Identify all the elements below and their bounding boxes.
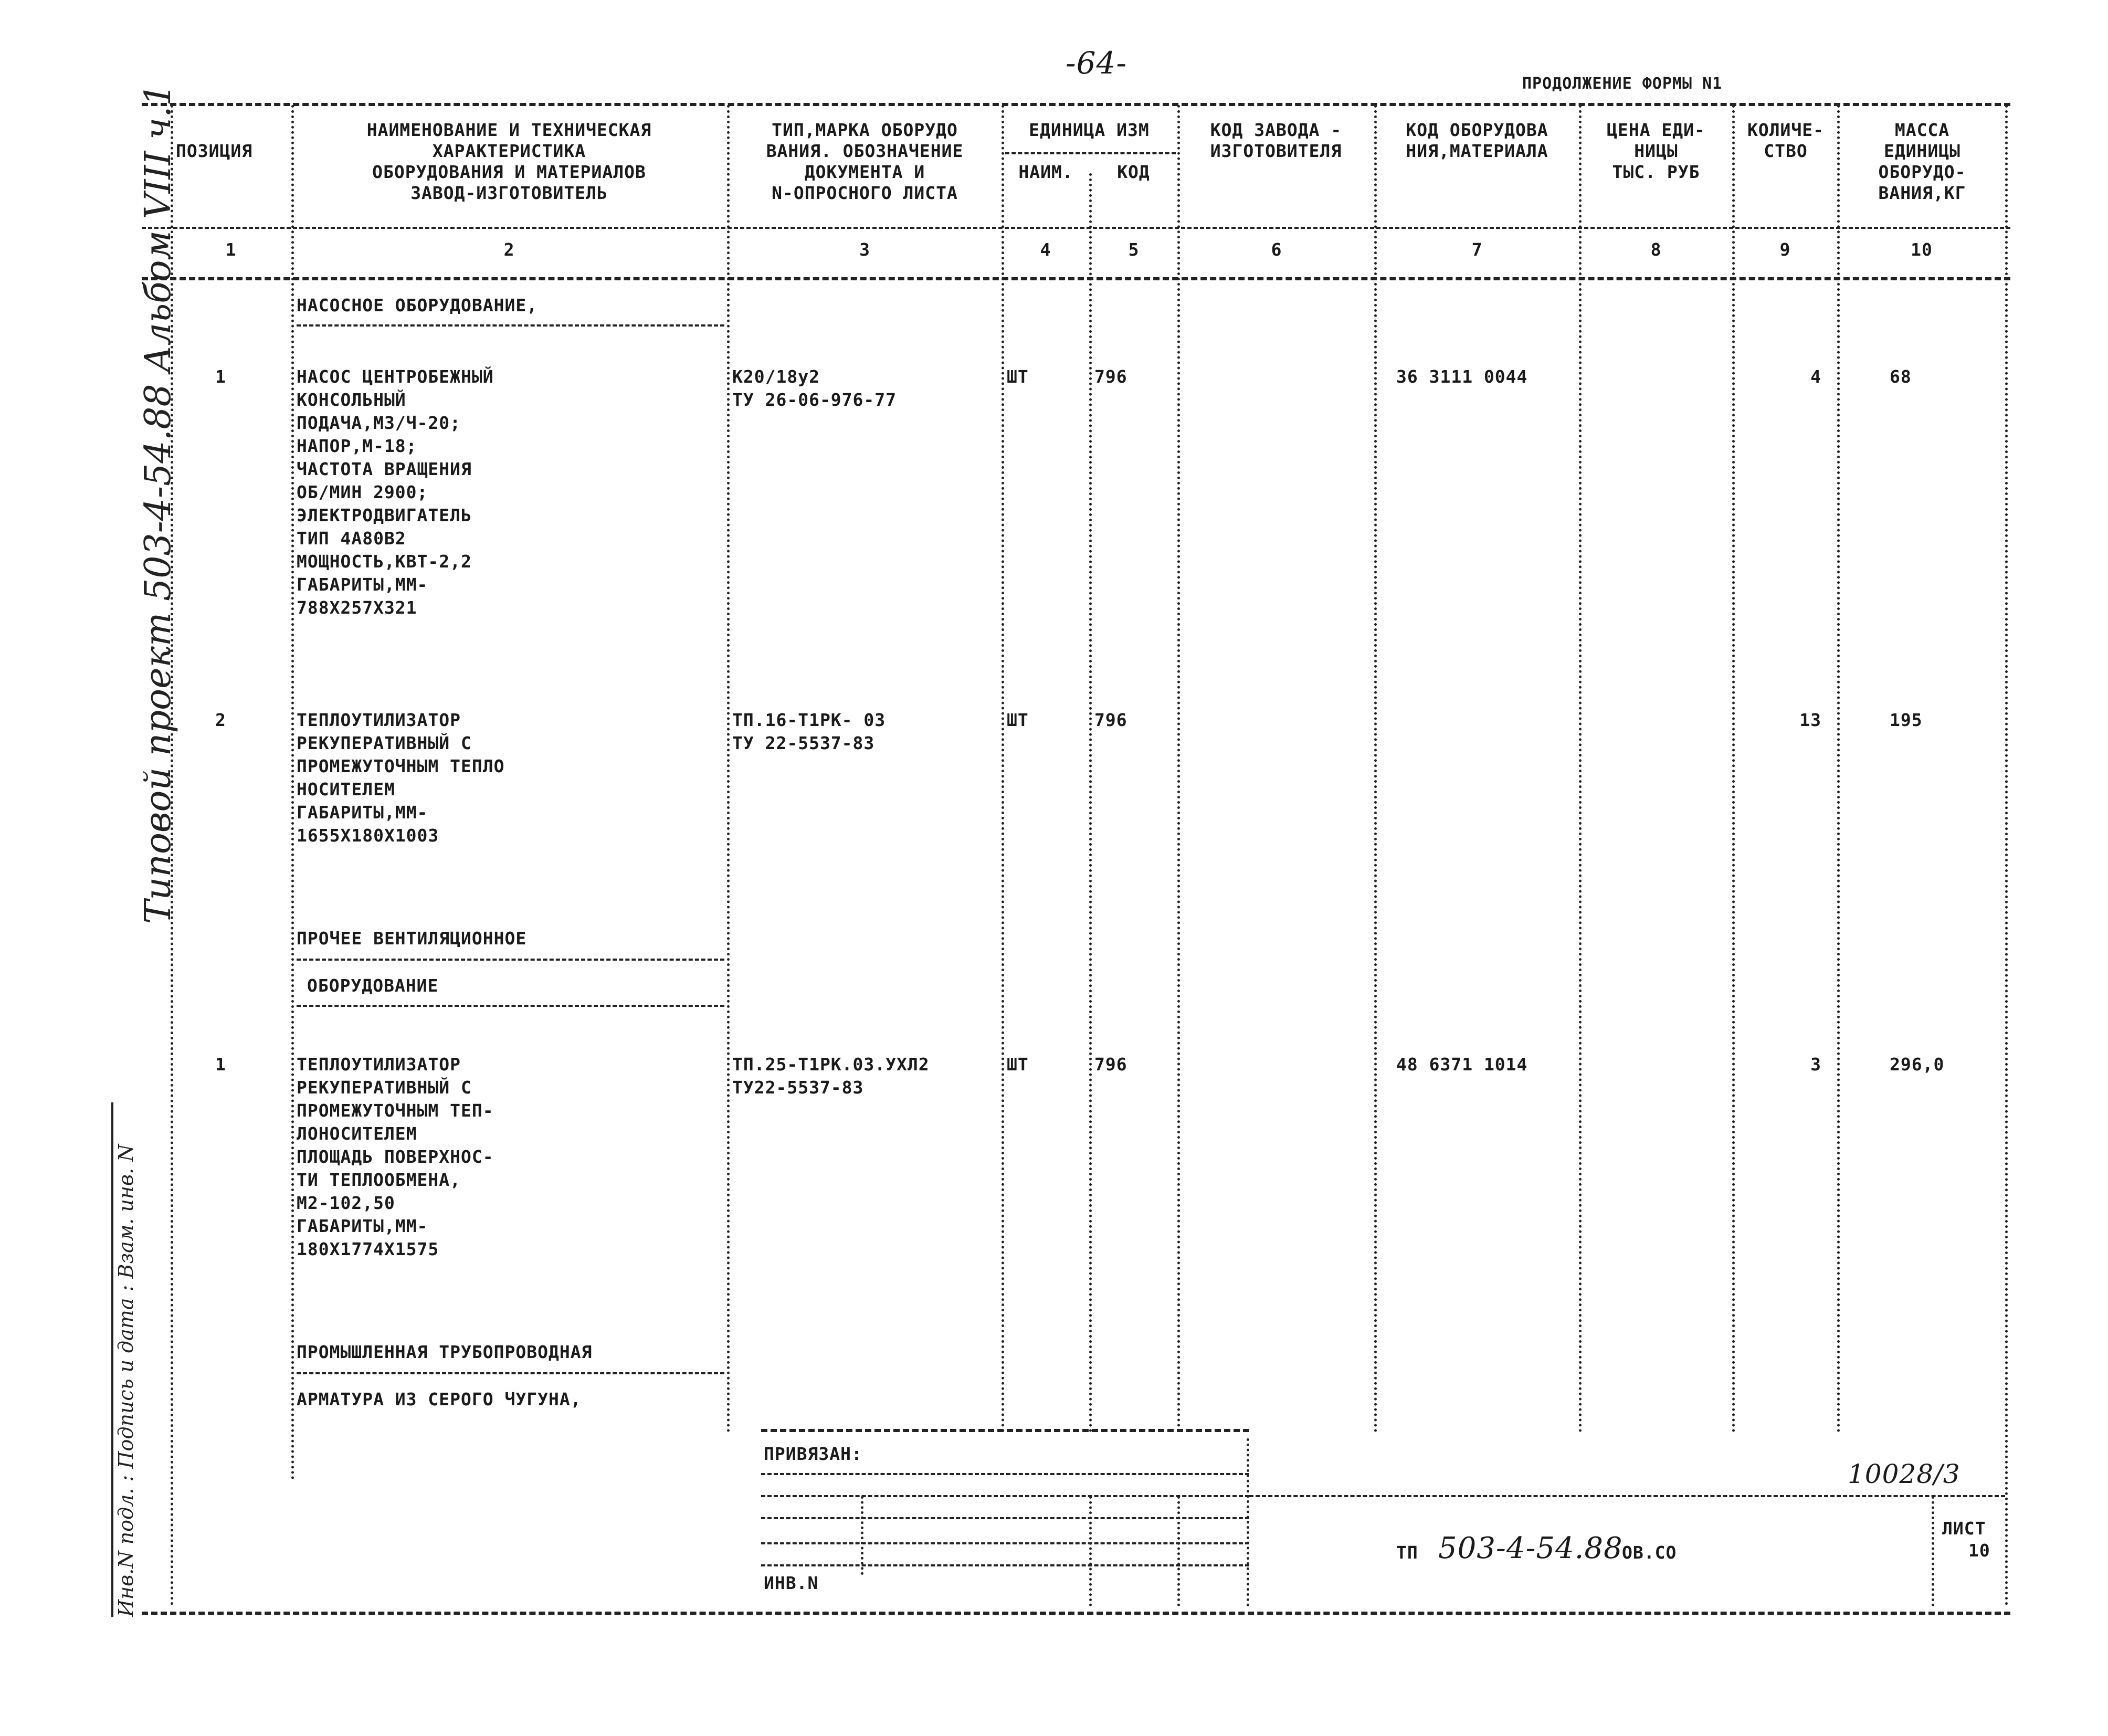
position: 1 [215, 1054, 226, 1075]
col-sep-7 [1579, 105, 1582, 1433]
stamp-rule [761, 1495, 1249, 1497]
header-col3-l1: ТИП,МАРКА ОБОРУДО [772, 120, 958, 140]
colnum-9: 9 [1779, 239, 1791, 260]
section-underline [297, 1372, 724, 1374]
header-col9-l1: КОЛИЧЕ- [1747, 120, 1825, 140]
item-name: КОНСОЛЬНЫЙ [297, 390, 406, 410]
doc-code-suffix: ОВ.СО [1622, 1542, 1677, 1563]
item-name: М2-102,50 [297, 1193, 395, 1213]
stamp-sep [1247, 1438, 1249, 1606]
header-col2-l1: НАИМЕНОВАНИЕ И ТЕХНИЧЕСКАЯ [366, 120, 652, 140]
section-underline [297, 324, 724, 327]
col-sep-8 [1732, 105, 1735, 1433]
rule-top [142, 103, 2010, 106]
stamp-rule [761, 1517, 1249, 1519]
header-col45: ЕДИНИЦА ИЗМ [1029, 120, 1150, 140]
rule-header-bottom [142, 227, 2010, 229]
rule-colnum-bottom [142, 277, 2010, 280]
item-name: ПРОМЕЖУТОЧНЫМ ТЕПЛО [297, 756, 505, 776]
section-title-cont: ОБОРУДОВАНИЕ [307, 975, 439, 996]
item-name: ТЕПЛОУТИЛИЗАТОР [297, 710, 461, 730]
section-title: ПРОМЫШЛЕННАЯ ТРУБОПРОВОДНАЯ [297, 1342, 593, 1362]
item-name: ЛОНОСИТЕЛЕМ [297, 1123, 417, 1144]
item-name: ГАБАРИТЫ,ММ- [297, 802, 428, 823]
stamp-rule [761, 1429, 1249, 1432]
item-name: ПОДАЧА,М3/Ч-20; [297, 413, 461, 433]
col-sep-10 [2005, 105, 2008, 1606]
col-sep-6 [1374, 105, 1377, 1433]
item-type: ТУ 22-5537-83 [732, 733, 875, 753]
unit-code: 796 [1094, 366, 1127, 387]
stamp-rule [761, 1542, 1249, 1544]
item-name: 180Х1774Х1575 [297, 1239, 439, 1259]
unit-mass: 195 [1890, 710, 1923, 730]
item-name: ГАБАРИТЫ,ММ- [297, 574, 428, 595]
header-col3-l4: N-ОПРОСНОГО ЛИСТА [772, 183, 958, 203]
header-col8-l2: НИЦЫ [1634, 141, 1678, 161]
item-name: ОБ/МИН 2900; [297, 482, 428, 502]
item-name: ГАБАРИТЫ,ММ- [297, 1216, 428, 1236]
header-col2-l4: ЗАВОД-ИЗГОТОВИТЕЛЬ [410, 183, 608, 203]
colnum-3: 3 [859, 239, 870, 260]
item-name: 1655Х180Х1003 [297, 825, 439, 846]
col-sep-0 [171, 105, 173, 1606]
col-sep-4 [1089, 173, 1092, 1433]
header-col45-rule [1005, 152, 1176, 154]
section-title-cont: АРМАТУРА ИЗ СЕРОГО ЧУГУНА, [297, 1389, 582, 1409]
header-col8-l3: ТЫС. РУБ [1612, 162, 1700, 182]
item-type: ТП.25-Т1РК.03.УХЛ2 [732, 1054, 930, 1075]
stamp-sep [1177, 1496, 1180, 1606]
stamp-rule [761, 1473, 1249, 1475]
stamp-sep [1932, 1496, 1934, 1606]
rule-bottom [142, 1612, 2010, 1615]
stamp-rule [1249, 1495, 2005, 1497]
sheet-number: 10 [1968, 1540, 1990, 1561]
position: 1 [215, 366, 226, 387]
item-name: НОСИТЕЛЕМ [297, 779, 395, 799]
item-name: ЭЛЕКТРОДВИГАТЕЛЬ [297, 505, 472, 525]
header-col2-l2: ХАРАКТЕРИСТИКА [432, 141, 586, 161]
archive-number: 10028/3 [1848, 1459, 1961, 1489]
colnum-8: 8 [1650, 239, 1662, 260]
stamp-sep [861, 1496, 863, 1575]
header-col6-l2: ИЗГОТОВИТЕЛЯ [1210, 141, 1342, 161]
doc-code-prefix: ТП [1396, 1542, 1418, 1563]
header-col10-l1: МАССА [1894, 120, 1950, 140]
unit-name: ШТ [1007, 366, 1029, 387]
col-sep-5 [1177, 105, 1180, 1433]
header-col9-l2: СТВО [1764, 141, 1808, 161]
col-sep-3 [1002, 105, 1004, 1433]
quantity: 3 [1810, 1054, 1821, 1075]
section-underline [297, 1005, 724, 1007]
header-col7-l2: НИЯ,МАТЕРИАЛА [1406, 141, 1548, 161]
tied-label: ПРИВЯЗАН: [764, 1444, 862, 1464]
doc-code: 503-4-54.88 [1438, 1531, 1623, 1565]
item-type: ТУ 26-06-976-77 [732, 390, 897, 410]
colnum-6: 6 [1271, 239, 1282, 260]
header-col1: ПОЗИЦИЯ [176, 141, 253, 161]
side-stamp: Инв.N подл. : Подпись и дата : Взам. инв. N [114, 1144, 138, 1617]
item-name: ЧАСТОТА ВРАЩЕНИЯ [297, 459, 472, 479]
equipment-code: 36 3111 0044 [1396, 366, 1528, 387]
section-underline [297, 959, 724, 961]
equipment-code: 48 6371 1014 [1396, 1054, 1528, 1075]
unit-code: 796 [1094, 710, 1127, 730]
item-name: ТИ ТЕПЛООБМЕНА, [297, 1170, 461, 1190]
header-col10-l3: ОБОРУДО- [1878, 162, 1966, 182]
colnum-7: 7 [1471, 239, 1483, 260]
header-col10-l2: ЕДИНИЦЫ [1883, 141, 1961, 161]
unit-name: ШТ [1007, 710, 1029, 730]
inv-label: ИНВ.N [764, 1573, 819, 1593]
stamp-border [111, 1102, 113, 1617]
colnum-10: 10 [1911, 239, 1933, 260]
header-col3-l3: ДОКУМЕНТА И [804, 162, 925, 182]
header-col4: НАИМ. [1018, 162, 1073, 182]
item-name: НАПОР,М-18; [297, 436, 417, 456]
header-col5: КОД [1117, 162, 1150, 182]
item-name: МОЩНОСТЬ,КВТ-2,2 [297, 551, 472, 572]
item-type: ТП.16-Т1РК- 03 [732, 710, 886, 730]
quantity: 4 [1810, 366, 1821, 387]
colnum-2: 2 [503, 239, 515, 260]
section-title: ПРОЧЕЕ ВЕНТИЛЯЦИОННОЕ [297, 928, 527, 949]
header-col8-l1: ЦЕНА ЕДИ- [1607, 120, 1705, 140]
unit-name: ШТ [1007, 1054, 1029, 1075]
col-sep-1 [291, 105, 294, 1480]
page-number: -64- [1066, 45, 1127, 81]
item-name: ПРОМЕЖУТОЧНЫМ ТЕП- [297, 1100, 494, 1121]
side-title: Типовой проект 503-4-54.88 Альбом VIII ч.1 [138, 83, 179, 924]
header-col10-l4: ВАНИЯ,КГ [1878, 183, 1966, 203]
header-col6-l1: КОД ЗАВОДА - [1210, 120, 1342, 140]
unit-code: 796 [1094, 1054, 1127, 1075]
item-type: ТУ22-5537-83 [732, 1077, 864, 1098]
stamp-rule [761, 1564, 1249, 1566]
item-name: РЕКУПЕРАТИВНЫЙ С [297, 733, 472, 753]
item-name: ТИП 4А80В2 [297, 528, 406, 549]
stamp-sep [1089, 1496, 1092, 1606]
position: 2 [215, 710, 226, 730]
item-name: РЕКУПЕРАТИВНЫЙ С [297, 1077, 472, 1098]
colnum-5: 5 [1128, 239, 1140, 260]
item-name: ПЛОЩАДЬ ПОВЕРХНОС- [297, 1146, 494, 1167]
header-col7-l1: КОД ОБОРУДОВА [1406, 120, 1548, 140]
header-col3-l2: ВАНИЯ. ОБОЗНАЧЕНИЕ [766, 141, 964, 161]
colnum-1: 1 [225, 239, 237, 260]
item-name: НАСОС ЦЕНТРОБЕЖНЫЙ [297, 366, 494, 387]
item-name: ТЕПЛОУТИЛИЗАТОР [297, 1054, 461, 1075]
col-sep-2 [727, 105, 730, 1433]
item-type: К20/18у2 [732, 366, 820, 387]
item-name: 788Х257Х321 [297, 597, 417, 618]
quantity: 13 [1799, 710, 1821, 730]
form-continuation: ПРОДОЛЖЕНИЕ ФОРМЫ N1 [1522, 75, 1723, 93]
unit-mass: 68 [1890, 366, 1912, 387]
sheet-label: ЛИСТ [1942, 1518, 1986, 1539]
colnum-4: 4 [1040, 239, 1051, 260]
unit-mass: 296,0 [1890, 1054, 1945, 1075]
header-col2-l3: ОБОРУДОВАНИЯ И МАТЕРИАЛОВ [372, 162, 646, 182]
col-sep-9 [1837, 105, 1840, 1433]
section-title: НАСОСНОЕ ОБОРУДОВАНИЕ, [297, 295, 538, 315]
